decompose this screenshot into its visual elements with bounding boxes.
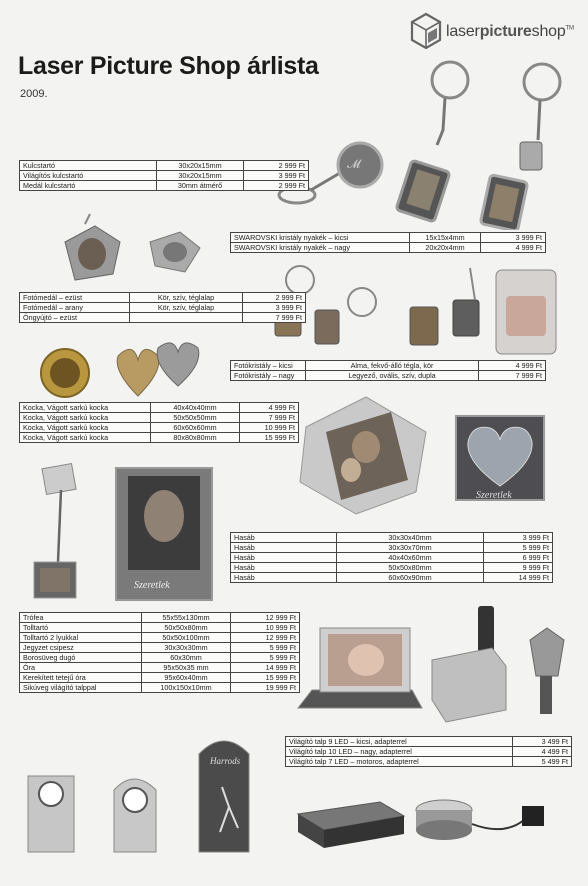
product-name-cell: Tolltartó 2 lyukkal [20,633,142,643]
medal-rows [20,293,306,323]
desk-items-photos [292,600,577,724]
price-cell: 15 999 Ft [240,433,299,443]
price-cell: 3 999 Ft [484,533,553,543]
product-name-cell: Világító talp 10 LED – nagy, adapterrel [286,747,513,757]
logo-wordmark [446,23,574,41]
price-cell: 7 999 Ft [479,371,546,381]
product-name-cell: Kocka, Vágott sarkú kocka [20,423,151,433]
product-name-cell: Hasáb [231,573,337,583]
table-row [286,747,572,757]
table-row [20,171,309,181]
keychain-rows [20,161,309,191]
product-name-cell: Világító talp 7 LED – motoros, adapterrel [286,757,513,767]
keychain-price-table [19,160,309,191]
size-cell: 60x60x90mm [337,573,484,583]
size-cell: 40x40x40mm [151,403,240,413]
price-cell: 2 999 Ft [244,161,309,171]
table-row [20,653,300,663]
table-row [286,757,572,767]
product-name-cell: Jegyzet csipesz [20,643,142,653]
price-cell: 5 999 Ft [231,643,300,653]
swarovski-rows [231,233,546,253]
size-cell: 30x30x30mm [142,643,231,653]
price-cell: 2 999 Ft [243,293,306,303]
logo-shop: shop [531,23,566,40]
price-cell: 15 999 Ft [231,673,300,683]
size-cell: 30x20x15mm [157,161,244,171]
table-row [20,423,299,433]
size-cell: 50x50x50mm [151,413,240,423]
price-cell: 19 999 Ft [231,683,300,693]
size-cell: Legyező, ovális, szív, dupla [306,371,479,381]
product-name-cell: Sikúveg világító talppal [20,683,142,693]
product-name-cell: Fotókristály – kicsi [231,361,306,371]
product-name-cell: Kerekített tetejű óra [20,673,142,683]
table-row [20,683,300,693]
price-cell: 3 999 Ft [243,303,306,313]
size-cell: 20x20x4mm [410,243,481,253]
product-name-cell: Trófea [20,613,142,623]
table-row [231,233,546,243]
price-cell: 4 999 Ft [240,403,299,413]
trophy-rows [20,613,300,693]
size-cell: 30x20x15mm [157,171,244,181]
price-cell: 12 999 Ft [231,613,300,623]
table-row [20,663,300,673]
price-cell: 5 999 Ft [231,653,300,663]
product-name-cell: Kocka, Vágott sarkú kocka [20,413,151,423]
table-row [20,433,299,443]
table-row [20,643,300,653]
size-cell: 30x30x40mm [337,533,484,543]
size-cell: 50x50x80mm [142,623,231,633]
price-cell: 5 499 Ft [513,757,572,767]
cube-price-table [19,402,299,443]
price-cell: 10 999 Ft [240,423,299,433]
product-name-cell: Kocka, Vágott sarkú kocka [20,433,151,443]
product-name-cell: SWAROVSKI kristály nyakék – kicsi [231,233,410,243]
table-row [20,161,309,171]
size-cell: 95x50x35 mm [142,663,231,673]
table-row [231,553,553,563]
price-cell: 10 999 Ft [231,623,300,633]
table-row [231,543,553,553]
product-name-cell: Kocka, Vágott sarkú kocka [20,403,151,413]
heart-crystal-caption: Szeretlek [476,490,512,501]
prism-rows [231,533,553,583]
size-cell: 50x50x100mm [142,633,231,643]
page-title: Laser Picture Shop árlista [18,52,319,80]
product-name-cell: Hasáb [231,533,337,543]
crystal-block-caption: Szeretlek [134,580,170,591]
price-cell: 3 499 Ft [513,737,572,747]
trophy-price-table [19,612,300,693]
size-cell: 95x60x40mm [142,673,231,683]
size-cell: 50x50x80mm [337,563,484,573]
table-row [20,613,300,623]
table-row [231,243,546,253]
size-cell: 80x80x80mm [151,433,240,443]
table-row [286,737,572,747]
price-cell: 4 499 Ft [513,747,572,757]
size-cell: 15x15x4mm [410,233,481,243]
table-row [231,361,546,371]
medal-price-table [19,292,306,323]
size-cell: Kör, szív, téglalap [130,293,243,303]
product-name-cell: Medál kulcstartó [20,181,157,191]
product-name-cell: Hasáb [231,563,337,573]
table-row [20,293,306,303]
table-row [20,633,300,643]
size-cell: 100x150x10mm [142,683,231,693]
product-name-cell: Fotókristály – nagy [231,371,306,381]
size-cell: 30mm átmérő [157,181,244,191]
product-name-cell: Öngyújtó – ezüst [20,313,130,323]
price-cell: 6 999 Ft [484,553,553,563]
product-name-cell: Világító talp 9 LED – kicsi, adapterrel [286,737,513,747]
price-cell: 4 999 Ft [481,243,546,253]
table-row [231,563,553,573]
price-cell: 12 999 Ft [231,633,300,643]
crystal-block-photo [114,466,214,602]
price-cell: 3 999 Ft [244,171,309,181]
product-name-cell: Óra [20,663,142,673]
size-cell [130,313,243,323]
clocks-trophy-photos [24,732,254,856]
size-cell: Alma, fekvő-álló tégla, kör [306,361,479,371]
price-cell: 7 999 Ft [240,413,299,423]
size-cell: 30x30x70mm [337,543,484,553]
brand-logo [410,10,578,54]
product-name-cell: Fotómedál – arany [20,303,130,313]
size-cell: 60x30mm [142,653,231,663]
price-cell: 7 999 Ft [243,313,306,323]
medal-lighter-photos [270,262,560,362]
product-name-cell: Hasáb [231,553,337,563]
table-row [20,313,306,323]
size-cell: 60x60x60mm [151,423,240,433]
crystal-cube-photo [296,392,431,517]
photocrystal-price-table [230,360,546,381]
logo-picture: picture [479,23,532,40]
photo-medal-photos [38,336,208,402]
photocrystal-rows [231,361,546,381]
table-row [20,623,300,633]
led-rows [286,737,572,767]
product-name-cell: Tolltartó [20,623,142,633]
table-row [20,403,299,413]
cube-rows [20,403,299,443]
price-cell: 14 999 Ft [231,663,300,673]
product-name-cell: Világítós kulcstartó [20,171,157,181]
swarovski-pendant-photos [55,212,215,292]
size-cell: Kör, szív, téglalap [130,303,243,313]
product-name-cell: Borosüveg dugó [20,653,142,663]
table-row [20,413,299,423]
table-row [231,533,553,543]
price-cell: 5 999 Ft [484,543,553,553]
svg-text:𝓜: 𝓜 [347,157,361,171]
cube-logo-icon [410,12,442,50]
price-cell: 2 999 Ft [244,181,309,191]
page-year: 2009. [20,88,48,100]
table-row [20,181,309,191]
price-cell: 3 999 Ft [481,233,546,243]
logo-tm: TM [565,25,574,32]
price-cell: 14 999 Ft [484,573,553,583]
product-name-cell: Hasáb [231,543,337,553]
table-row [231,573,553,583]
table-row [20,303,306,313]
product-name-cell: SWAROVSKI kristály nyakék – nagy [231,243,410,253]
logo-laser: laser [446,23,480,40]
heart-crystal-photo [454,414,546,502]
product-name-cell: Fotómedál – ezüst [20,293,130,303]
price-cell: 9 999 Ft [484,563,553,573]
product-name-cell: Kulcstartó [20,161,157,171]
price-cell: 4 999 Ft [479,361,546,371]
table-row [20,673,300,683]
trophy-brand: Harrods [210,756,241,766]
swarovski-price-table [230,232,546,253]
prism-price-table [230,532,553,583]
keychain-photos [275,60,565,230]
size-cell: 40x40x60mm [337,553,484,563]
led-price-table [285,736,572,767]
table-row [231,371,546,381]
size-cell: 55x55x130mm [142,613,231,623]
led-base-photos [294,776,564,856]
memo-clip-photo [28,462,92,602]
